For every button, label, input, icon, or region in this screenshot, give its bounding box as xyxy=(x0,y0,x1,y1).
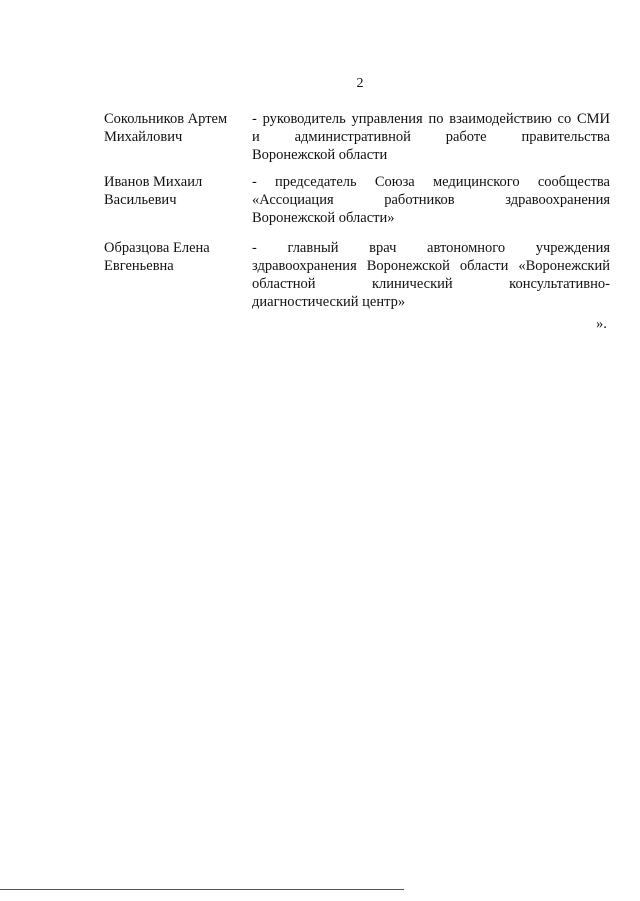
position-line: Воронежской области» xyxy=(252,210,395,226)
member-position xyxy=(252,173,610,227)
position-line: - председатель Союза медицинского сообщества xyxy=(252,174,610,190)
position-line: здравоохранения Воронежской области «Воронежский xyxy=(252,258,610,274)
member-patronymic: Михайлович xyxy=(104,129,183,145)
member-surname: Иванов Михаил xyxy=(104,174,203,190)
member-surname: Образцова Елена xyxy=(104,240,210,256)
page-number: 2 xyxy=(356,76,364,91)
member-surname: Сокольников Артем xyxy=(104,111,228,127)
member-name xyxy=(104,110,252,146)
position-line: - руководитель управления по взаимодействию со СМИ xyxy=(252,111,610,127)
member-patronymic: Васильевич xyxy=(104,192,177,208)
position-line: областной клинический консультативно- xyxy=(252,276,610,292)
member-position xyxy=(252,110,610,164)
footer-rule xyxy=(0,889,404,890)
position-line: диагностический центр» xyxy=(252,294,406,310)
member-position xyxy=(252,239,610,311)
member-patronymic: Евгеньевна xyxy=(104,258,174,274)
member-name xyxy=(104,239,252,275)
position-line: и административной работе правительства xyxy=(252,129,610,145)
closing-quote-mark: ». xyxy=(596,316,607,332)
position-line: «Ассоциация работников здравоохранения xyxy=(252,192,610,208)
position-line: - главный врач автономного учреждения xyxy=(252,240,610,256)
position-line: Воронежской области xyxy=(252,147,388,163)
member-name xyxy=(104,173,252,209)
